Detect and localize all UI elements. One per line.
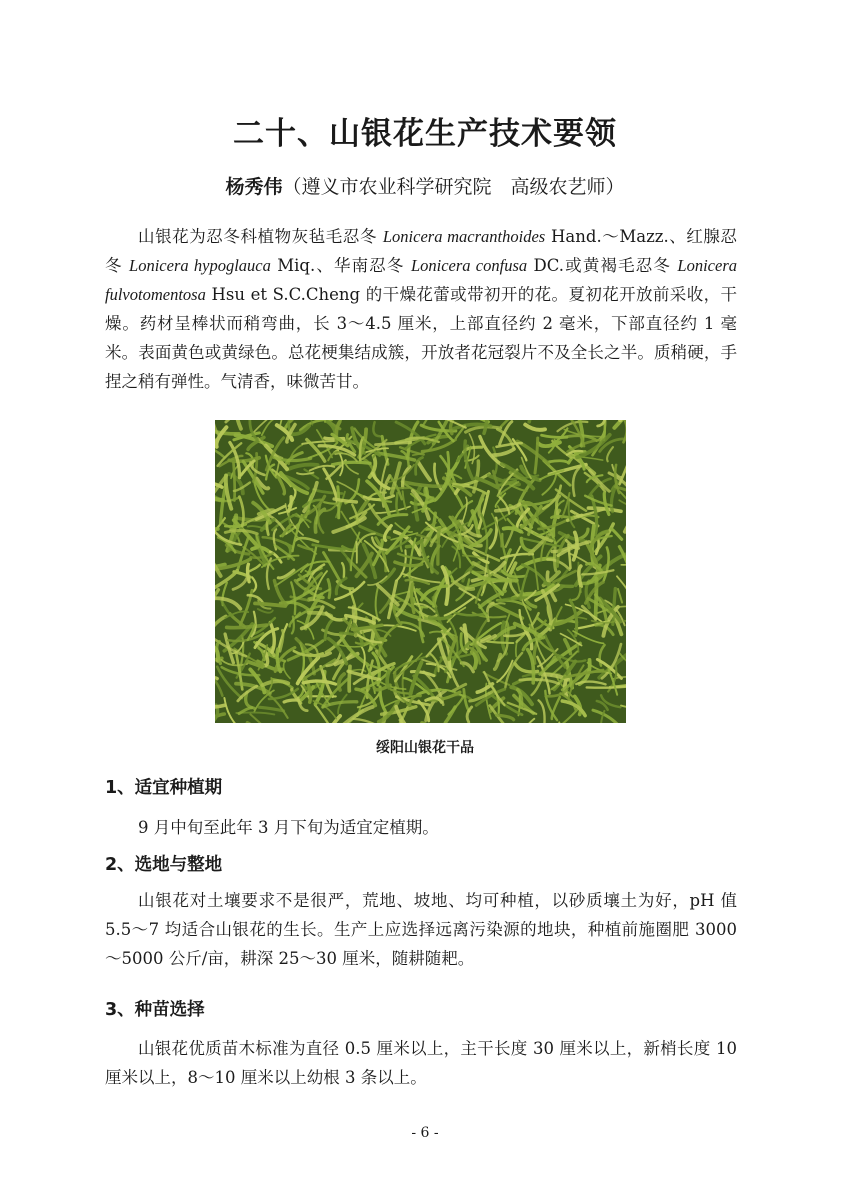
- page-number: - 6 -: [411, 1125, 439, 1141]
- dried-buds-illustration: [215, 420, 626, 723]
- bud-stroke: [587, 687, 625, 688]
- bud-stroke: [234, 463, 235, 501]
- bud-stroke: [549, 461, 567, 462]
- intro-text-5: Hsu et S.C.Cheng 的干燥花蕾或带初开的花。夏初花开放前采收，干燥。药材呈棒状而稍弯曲，长 3～4.5 厘米，上部直径约 2 毫米，下部直径约 1 毫米。表面黄色或黄绿色。总花梗集结成簇，开放者花冠裂片不及全长之半。质稍硬，手捏之稍有弹性。气清香，味微苦甘。: [105, 285, 737, 391]
- bud-stroke: [387, 671, 389, 688]
- author-affiliation: （遵义市农业科学研究院 高级农艺师）: [282, 176, 625, 198]
- species-name-2: Lonicera hypoglauca: [129, 256, 271, 275]
- photo-caption: 绥阳山银花干品: [376, 740, 474, 756]
- bud-stroke: [507, 622, 509, 641]
- page-title: 二十、山银花生产技术要领: [233, 116, 617, 152]
- section-body-site-preparation: 山银花对土壤要求不是很严，荒地、坡地、均可种植，以砂质壤土为好，pH 值 5.5～7 均适合山银花的生长。生产上应选择远离污染源的地块，种植前施圈肥 3000～5000 公斤/亩，耕深 25～30 厘米，随耕随耙。: [105, 891, 737, 968]
- section-heading-seedling-selection: 3、种苗选择: [105, 1000, 205, 1020]
- species-name-4: Lonicera fulvotomentosa: [105, 256, 737, 304]
- bud-stroke: [579, 566, 581, 586]
- species-name-1: Lonicera macranthoides: [382, 227, 546, 246]
- intro-paragraph: [105, 222, 737, 396]
- intro-text-3: Miq.、华南忍冬: [270, 256, 411, 275]
- dried-honeysuckle-photo: [215, 420, 626, 723]
- intro-text-1: 山银花为忍冬科植物灰毡毛忍冬: [138, 227, 383, 246]
- bud-stroke: [438, 529, 439, 564]
- intro-text-4: DC.或黄褐毛忍冬: [527, 256, 678, 275]
- section-body-planting-period: 9 月中旬至此年 3 月下旬为适宜定植期。: [138, 818, 439, 837]
- section-heading-planting-period: 1、适宜种植期: [105, 778, 223, 798]
- author-name: 杨秀伟: [225, 176, 283, 198]
- species-name-3: Lonicera confusa: [410, 256, 528, 275]
- intro-text-2: Hand.～Mazz.、红腺忍冬: [105, 227, 738, 275]
- section-body-seedling-selection: 山银花优质苗木标准为直径 0.5 厘米以上，主干长度 30 厘米以上，新梢长度 10 厘米以上，8～10 厘米以上幼根 3 条以上。: [105, 1039, 737, 1087]
- section-heading-site-preparation: 2、选地与整地: [105, 855, 223, 875]
- author-line: [0, 172, 850, 199]
